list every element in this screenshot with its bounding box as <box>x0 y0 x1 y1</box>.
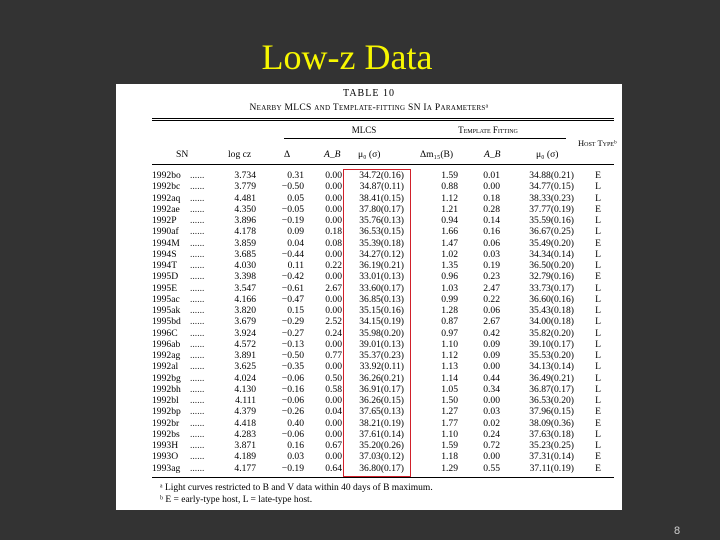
table-cell-dm15: 1.66 <box>441 226 458 238</box>
table-number: TABLE 10 <box>343 88 395 99</box>
table-cell-mu2: 33.73(0.17) <box>529 282 574 294</box>
table-cell-ab2: 0.01 <box>483 170 500 181</box>
table-cell-sn: 1993O <box>152 451 179 463</box>
table-cell-ab2: 0.42 <box>483 327 500 339</box>
table-cell-mu1: 34.15(0.19) <box>359 316 404 328</box>
table-cell-delta: 0.31 <box>287 170 304 181</box>
leader-dots: ...... <box>190 338 205 350</box>
table-cell-ab2: 0.22 <box>483 293 500 305</box>
table-cell-ab1: 2.52 <box>325 316 342 328</box>
leader-dots: ...... <box>190 215 205 226</box>
table-cell-mu2: 35.53(0.20) <box>529 350 574 361</box>
table-cell-delta: −0.19 <box>281 462 304 474</box>
table-cell-ab1: 0.00 <box>325 417 342 429</box>
table-cell-mu1: 35.20(0.26) <box>359 440 404 451</box>
table-cell-mu1: 38.41(0.15) <box>359 192 404 204</box>
table-cell-logcz: 4.111 <box>235 395 256 406</box>
leader-dots: ...... <box>190 406 205 418</box>
table-cell-sn: 1992aq <box>152 192 181 204</box>
leader-dots: ...... <box>190 327 205 339</box>
table-cell-host: E <box>595 451 601 463</box>
table-cell-dm15: 1.29 <box>441 462 458 474</box>
table-cell-ab2: 0.09 <box>483 338 500 350</box>
table-cell-ab1: 0.08 <box>325 237 342 249</box>
table-cell-ab2: 0.00 <box>483 395 500 406</box>
table-cell-dm15: 1.10 <box>441 338 458 350</box>
table-cell-sn: 1992P <box>152 215 177 226</box>
table-cell-mu2: 35.43(0.18) <box>529 305 574 316</box>
table-cell-host: L <box>595 440 601 451</box>
table-cell-dm15: 0.88 <box>441 181 458 193</box>
table-cell-host: E <box>595 237 601 249</box>
table-cell-mu2: 36.50(0.20) <box>529 260 574 271</box>
table-cell-mu1: 33.60(0.17) <box>359 282 404 294</box>
table-cell-sn: 1994S <box>152 248 177 260</box>
header-rule <box>152 164 614 165</box>
col-header-dm15: Δm₁₅(B) <box>420 149 454 160</box>
table-cell-sn: 1992bh <box>152 383 181 395</box>
table-cell-ab2: 0.06 <box>483 305 500 316</box>
table-cell-mu2: 35.82(0.20) <box>529 327 574 339</box>
table-cell-sn: 1993ag <box>152 462 181 474</box>
table-cell-host: L <box>595 316 601 328</box>
table-cell-mu1: 35.37(0.23) <box>359 350 404 361</box>
leader-dots: ...... <box>190 395 205 406</box>
table-cell-host: L <box>595 372 601 384</box>
table-cell-ab2: 0.24 <box>483 428 500 440</box>
table-cell-mu2: 32.79(0.16) <box>529 271 574 283</box>
table-cell-sn: 1992bg <box>152 372 181 384</box>
table-cell-ab2: 0.44 <box>483 372 500 384</box>
table-cell-logcz: 4.481 <box>234 192 256 204</box>
leader-dots: ...... <box>190 226 205 238</box>
leader-dots: ...... <box>190 316 205 328</box>
footnote-a: ᵃ Light curves restricted to B and V data within 40 days of B maximum. <box>160 483 433 493</box>
top-rule <box>152 118 614 119</box>
table-cell-host: E <box>595 417 601 429</box>
slide-title: Low-z Data <box>261 37 433 77</box>
highlight-box <box>343 169 411 477</box>
table-cell-sn: 1992bl <box>152 395 179 406</box>
table-cell-mu1: 36.80(0.17) <box>359 462 404 474</box>
table-cell-delta: −0.61 <box>281 282 304 294</box>
group-rule-template <box>416 138 566 139</box>
table-cell-mu2: 36.60(0.16) <box>529 293 574 305</box>
leader-dots: ...... <box>190 462 205 474</box>
table-cell-mu1: 35.15(0.16) <box>359 305 404 316</box>
table-cell-delta: −0.06 <box>281 428 304 440</box>
table-cell-ab1: 0.00 <box>325 215 342 226</box>
table-cell-sn: 1992ae <box>152 203 180 215</box>
table-cell-logcz: 4.030 <box>234 260 256 271</box>
table-cell-logcz: 3.625 <box>234 361 256 373</box>
table-cell-dm15: 1.27 <box>441 406 458 418</box>
table-cell-dm15: 0.87 <box>441 316 458 328</box>
table-cell-ab1: 0.00 <box>325 395 342 406</box>
table-cell-ab1: 0.00 <box>325 271 342 283</box>
table-cell-ab1: 0.00 <box>325 338 342 350</box>
group-header-template: Template Fitting <box>458 125 518 135</box>
page-number: 8 <box>674 525 681 537</box>
table-cell-sn: 1992br <box>152 417 180 429</box>
leader-dots: ...... <box>190 428 205 440</box>
table-cell-mu1: 34.72(0.16) <box>359 170 404 181</box>
table-cell-ab1: 0.00 <box>325 293 342 305</box>
table-cell-sn: 1995D <box>152 271 179 283</box>
table-cell-logcz: 4.572 <box>234 338 256 350</box>
table-cell-mu1: 36.85(0.13) <box>359 293 404 305</box>
table-cell-delta: −0.16 <box>281 383 304 395</box>
table-cell-ab1: 0.00 <box>325 203 342 215</box>
table-cell-ab1: 0.00 <box>325 248 342 260</box>
table-cell-sn: 1992bp <box>152 406 181 418</box>
table-cell-ab2: 0.16 <box>483 226 500 238</box>
table-cell-mu1: 34.87(0.11) <box>359 181 404 193</box>
table-cell-ab1: 0.00 <box>325 170 342 181</box>
table-cell-ab1: 0.00 <box>325 451 342 463</box>
table-cell-sn: 1993H <box>152 440 179 451</box>
table-cell-logcz: 4.166 <box>234 293 256 305</box>
table-cell-mu2: 37.31(0.14) <box>529 451 574 463</box>
table-cell-dm15: 1.35 <box>441 260 458 271</box>
table-cell-host: E <box>595 406 601 418</box>
table-cell-host: E <box>595 203 601 215</box>
leader-dots: ...... <box>190 282 205 294</box>
table-cell-delta: −0.44 <box>281 248 304 260</box>
table-cell-ab2: 2.47 <box>483 282 500 294</box>
table-cell-ab1: 0.00 <box>325 181 342 193</box>
table-cell-dm15: 1.59 <box>441 440 458 451</box>
table-cell-host: L <box>595 305 601 316</box>
table-caption: Nearby MLCS and Template-fitting SN Ia Parametersᵃ <box>249 103 489 113</box>
leader-dots: ...... <box>190 170 205 181</box>
table-cell-ab1: 0.04 <box>325 406 342 418</box>
table-cell-mu1: 36.26(0.21) <box>359 372 404 384</box>
table-cell-host: L <box>595 282 601 294</box>
table-cell-ab2: 0.00 <box>483 361 500 373</box>
table-cell-delta: 0.03 <box>287 451 304 463</box>
table-cell-ab2: 0.03 <box>483 248 500 260</box>
col-header-mu-mlcs: μ₀ (σ) <box>358 149 381 160</box>
table-cell-logcz: 3.679 <box>234 316 256 328</box>
table-cell-ab2: 0.09 <box>483 350 500 361</box>
table-cell-dm15: 1.28 <box>441 305 458 316</box>
table-cell-mu1: 35.98(0.20) <box>359 327 404 339</box>
table-cell-sn: 1994M <box>152 237 180 249</box>
table-cell-ab2: 0.28 <box>483 203 500 215</box>
table-cell-ab1: 0.00 <box>325 192 342 204</box>
table-cell-logcz: 3.891 <box>234 350 256 361</box>
table-cell-ab2: 0.72 <box>483 440 500 451</box>
table-cell-mu1: 36.53(0.15) <box>359 226 404 238</box>
table-cell-logcz: 4.418 <box>234 417 256 429</box>
col-header-ab-mlcs: A_B <box>324 149 341 160</box>
table-cell-ab2: 0.00 <box>483 451 500 463</box>
table-cell-mu1: 37.03(0.12) <box>359 451 404 463</box>
table-cell-mu2: 39.10(0.17) <box>529 338 574 350</box>
table-cell-delta: 0.40 <box>287 417 304 429</box>
table-cell-host: L <box>595 248 601 260</box>
leader-dots: ...... <box>190 260 205 271</box>
table-cell-delta: −0.06 <box>281 395 304 406</box>
table-cell-delta: −0.35 <box>281 361 304 373</box>
table-cell-ab1: 0.58 <box>325 383 342 395</box>
table-cell-ab2: 0.34 <box>483 383 500 395</box>
leader-dots: ...... <box>190 237 205 249</box>
table-cell-ab2: 0.55 <box>483 462 500 474</box>
table-cell-mu2: 36.53(0.20) <box>529 395 574 406</box>
table-cell-ab1: 0.67 <box>325 440 342 451</box>
table-cell-mu1: 38.21(0.19) <box>359 417 404 429</box>
table-cell-ab1: 0.00 <box>325 428 342 440</box>
table-cell-delta: −0.29 <box>281 316 304 328</box>
table-cell-dm15: 0.99 <box>441 293 458 305</box>
table-cell-logcz: 3.820 <box>234 305 256 316</box>
table-cell-delta: 0.11 <box>287 260 304 271</box>
table-cell-ab2: 0.18 <box>483 192 500 204</box>
table-cell-delta: −0.06 <box>281 372 304 384</box>
table-cell-host: L <box>595 338 601 350</box>
table-cell-host: L <box>595 428 601 440</box>
col-header-ab-template: A_B <box>484 149 501 160</box>
table-cell-ab1: 0.00 <box>325 361 342 373</box>
table-cell-logcz: 4.189 <box>234 451 256 463</box>
table-cell-dm15: 1.02 <box>441 248 458 260</box>
table-cell-logcz: 3.924 <box>234 327 256 339</box>
table-cell-dm15: 1.14 <box>441 372 458 384</box>
leader-dots: ...... <box>190 350 205 361</box>
leader-dots: ...... <box>190 451 205 463</box>
table-cell-ab2: 0.14 <box>483 215 500 226</box>
table-cell-mu2: 34.77(0.15) <box>529 181 574 193</box>
table-cell-host: L <box>595 192 601 204</box>
table-cell-mu1: 33.01(0.13) <box>359 271 404 283</box>
table-cell-mu1: 39.01(0.13) <box>359 338 404 350</box>
table-cell-logcz: 3.734 <box>234 170 256 181</box>
table-cell-ab2: 0.19 <box>483 260 500 271</box>
table-cell-delta: −0.27 <box>281 327 304 339</box>
table-cell-logcz: 3.547 <box>234 282 256 294</box>
table-cell-dm15: 1.10 <box>441 428 458 440</box>
table-cell-delta: −0.13 <box>281 338 304 350</box>
table-cell-dm15: 1.12 <box>441 192 458 204</box>
table-cell-mu2: 36.49(0.21) <box>529 372 574 384</box>
table-cell-delta: −0.50 <box>281 350 304 361</box>
table-cell-dm15: 0.97 <box>441 327 458 339</box>
table-cell-host: L <box>595 293 601 305</box>
table-cell-dm15: 1.47 <box>441 237 458 249</box>
table-cell-mu1: 36.91(0.17) <box>359 383 404 395</box>
table-cell-mu2: 35.59(0.16) <box>529 215 574 226</box>
table-cell-mu2: 37.96(0.15) <box>529 406 574 418</box>
table-cell-logcz: 4.130 <box>234 383 256 395</box>
table-cell-host: E <box>595 271 601 283</box>
table-cell-sn: 1992bo <box>152 170 181 181</box>
table-cell-logcz: 4.350 <box>234 203 256 215</box>
table-cell-dm15: 1.13 <box>441 361 458 373</box>
table-cell-sn: 1995E <box>152 282 178 294</box>
table-cell-mu2: 38.33(0.23) <box>529 192 574 204</box>
table-cell-host: L <box>595 350 601 361</box>
leader-dots: ...... <box>190 271 205 283</box>
table-cell-sn: 1995ak <box>152 305 181 316</box>
group-header-mlcs: MLCS <box>351 125 377 135</box>
table-cell-ab2: 2.67 <box>483 316 500 328</box>
table-cell-delta: 0.05 <box>287 192 304 204</box>
table-cell-sn: 1992bc <box>152 181 181 193</box>
table-cell-logcz: 4.379 <box>234 406 256 418</box>
leader-dots: ...... <box>190 361 205 373</box>
leader-dots: ...... <box>190 293 205 305</box>
table-cell-mu1: 37.61(0.14) <box>359 428 404 440</box>
table-cell-dm15: 1.59 <box>441 170 458 181</box>
table-cell-mu2: 35.49(0.20) <box>529 237 574 249</box>
table-cell-delta: −0.50 <box>281 181 304 193</box>
table-cell-sn: 1994T <box>152 260 178 271</box>
table-cell-logcz: 4.177 <box>234 462 256 474</box>
leader-dots: ...... <box>190 440 205 451</box>
top-rule-inner <box>152 120 614 121</box>
table-cell-ab2: 0.02 <box>483 417 500 429</box>
table-cell-ab1: 0.24 <box>325 327 342 339</box>
table-cell-ab1: 0.22 <box>325 260 342 271</box>
table-cell-mu1: 36.26(0.15) <box>359 395 404 406</box>
table-cell-logcz: 3.398 <box>234 271 256 283</box>
table-cell-host: L <box>595 383 601 395</box>
table-cell-mu1: 37.65(0.13) <box>359 406 404 418</box>
leader-dots: ...... <box>190 181 205 193</box>
table-cell-mu1: 37.80(0.17) <box>359 203 404 215</box>
table-cell-delta: −0.47 <box>281 293 304 305</box>
table-cell-delta: 0.16 <box>287 440 304 451</box>
table-cell-ab1: 2.67 <box>325 282 342 294</box>
table-cell-host: L <box>595 226 601 238</box>
table-cell-mu1: 33.92(0.11) <box>359 361 404 373</box>
table-cell-logcz: 3.896 <box>234 215 256 226</box>
col-header-delta: Δ <box>284 149 291 160</box>
table-cell-host: L <box>595 215 601 226</box>
table-cell-ab1: 0.00 <box>325 305 342 316</box>
table-cell-mu2: 34.00(0.18) <box>529 316 574 328</box>
leader-dots: ...... <box>190 417 205 429</box>
table-cell-host: E <box>595 462 601 474</box>
leader-dots: ...... <box>190 203 205 215</box>
table-cell-logcz: 3.685 <box>234 248 256 260</box>
table-cell-logcz: 3.779 <box>234 181 256 193</box>
table-cell-ab2: 0.03 <box>483 406 500 418</box>
table-cell-host: E <box>595 170 601 181</box>
table-cell-delta: 0.09 <box>287 226 304 238</box>
col-header-mu-template: μ₀ (σ) <box>536 149 559 160</box>
table-cell-ab1: 0.64 <box>325 462 342 474</box>
table-cell-logcz: 4.024 <box>234 372 256 384</box>
leader-dots: ...... <box>190 372 205 384</box>
table-cell-dm15: 0.94 <box>441 215 458 226</box>
table-cell-host: L <box>595 260 601 271</box>
table-image <box>116 84 622 510</box>
table-cell-dm15: 1.03 <box>441 282 458 294</box>
table-cell-sn: 1995ac <box>152 293 180 305</box>
table-cell-sn: 1992al <box>152 361 179 373</box>
table-cell-sn: 1996C <box>152 327 178 339</box>
table-cell-delta: −0.42 <box>281 271 304 283</box>
table-cell-mu2: 34.13(0.14) <box>529 361 574 373</box>
table-cell-delta: 0.15 <box>287 305 304 316</box>
table-cell-dm15: 1.12 <box>441 350 458 361</box>
table-cell-delta: 0.04 <box>287 237 304 249</box>
table-cell-ab2: 0.00 <box>483 181 500 193</box>
footnote-b: ᵇ E = early-type host, L = late-type host. <box>160 495 313 505</box>
col-header-host-type: Host Typeᵇ <box>578 138 617 148</box>
table-cell-sn: 1992bs <box>152 428 180 440</box>
table-cell-host: L <box>595 361 601 373</box>
table-cell-delta: −0.05 <box>281 203 304 215</box>
table-cell-sn: 1990af <box>152 226 179 238</box>
table-cell-ab1: 0.18 <box>325 226 342 238</box>
leader-dots: ...... <box>190 248 205 260</box>
table-cell-mu2: 36.87(0.17) <box>529 383 574 395</box>
table-cell-mu1: 35.76(0.13) <box>359 215 404 226</box>
table-cell-sn: 1995bd <box>152 316 181 328</box>
table-cell-host: L <box>595 395 601 406</box>
table-cell-ab2: 0.23 <box>483 271 500 283</box>
table-cell-mu2: 36.67(0.25) <box>529 226 574 238</box>
table-cell-dm15: 1.50 <box>441 395 458 406</box>
table-cell-logcz: 3.859 <box>234 237 256 249</box>
col-header-sn: SN <box>176 149 189 160</box>
table-cell-ab2: 0.06 <box>483 237 500 249</box>
table-cell-mu1: 34.27(0.12) <box>359 248 404 260</box>
bottom-rule <box>152 477 614 478</box>
col-header-logcz: log cz <box>228 149 252 160</box>
table-cell-ab1: 0.77 <box>325 350 342 361</box>
table-cell-dm15: 1.18 <box>441 451 458 463</box>
table-cell-sn: 1992ag <box>152 350 181 361</box>
table-cell-mu2: 35.23(0.25) <box>529 440 574 451</box>
table-cell-dm15: 1.21 <box>441 203 458 215</box>
table-cell-dm15: 1.05 <box>441 383 458 395</box>
table-cell-logcz: 4.178 <box>234 226 256 238</box>
table-cell-dm15: 0.96 <box>441 271 458 283</box>
table-cell-mu2: 38.09(0.36) <box>529 417 574 429</box>
table-cell-delta: −0.26 <box>281 406 304 418</box>
table-cell-host: L <box>595 327 601 339</box>
table-cell-mu1: 36.19(0.21) <box>359 260 404 271</box>
table-cell-delta: −0.19 <box>281 215 304 226</box>
table-cell-ab1: 0.50 <box>325 372 342 384</box>
table-cell-mu2: 37.11(0.19) <box>529 462 574 474</box>
table-cell-logcz: 4.283 <box>234 428 256 440</box>
table-cell-host: L <box>595 181 601 193</box>
table-cell-dm15: 1.77 <box>441 417 458 429</box>
table-cell-mu2: 34.88(0.21) <box>529 170 574 181</box>
table-cell-logcz: 3.871 <box>234 440 256 451</box>
table-cell-mu1: 35.39(0.18) <box>359 237 404 249</box>
leader-dots: ...... <box>190 383 205 395</box>
leader-dots: ...... <box>190 305 205 316</box>
table-cell-mu2: 34.34(0.14) <box>529 248 574 260</box>
table-cell-mu2: 37.77(0.19) <box>529 203 574 215</box>
table-cell-mu2: 37.63(0.18) <box>529 428 574 440</box>
leader-dots: ...... <box>190 192 205 204</box>
table-cell-sn: 1996ab <box>152 338 181 350</box>
